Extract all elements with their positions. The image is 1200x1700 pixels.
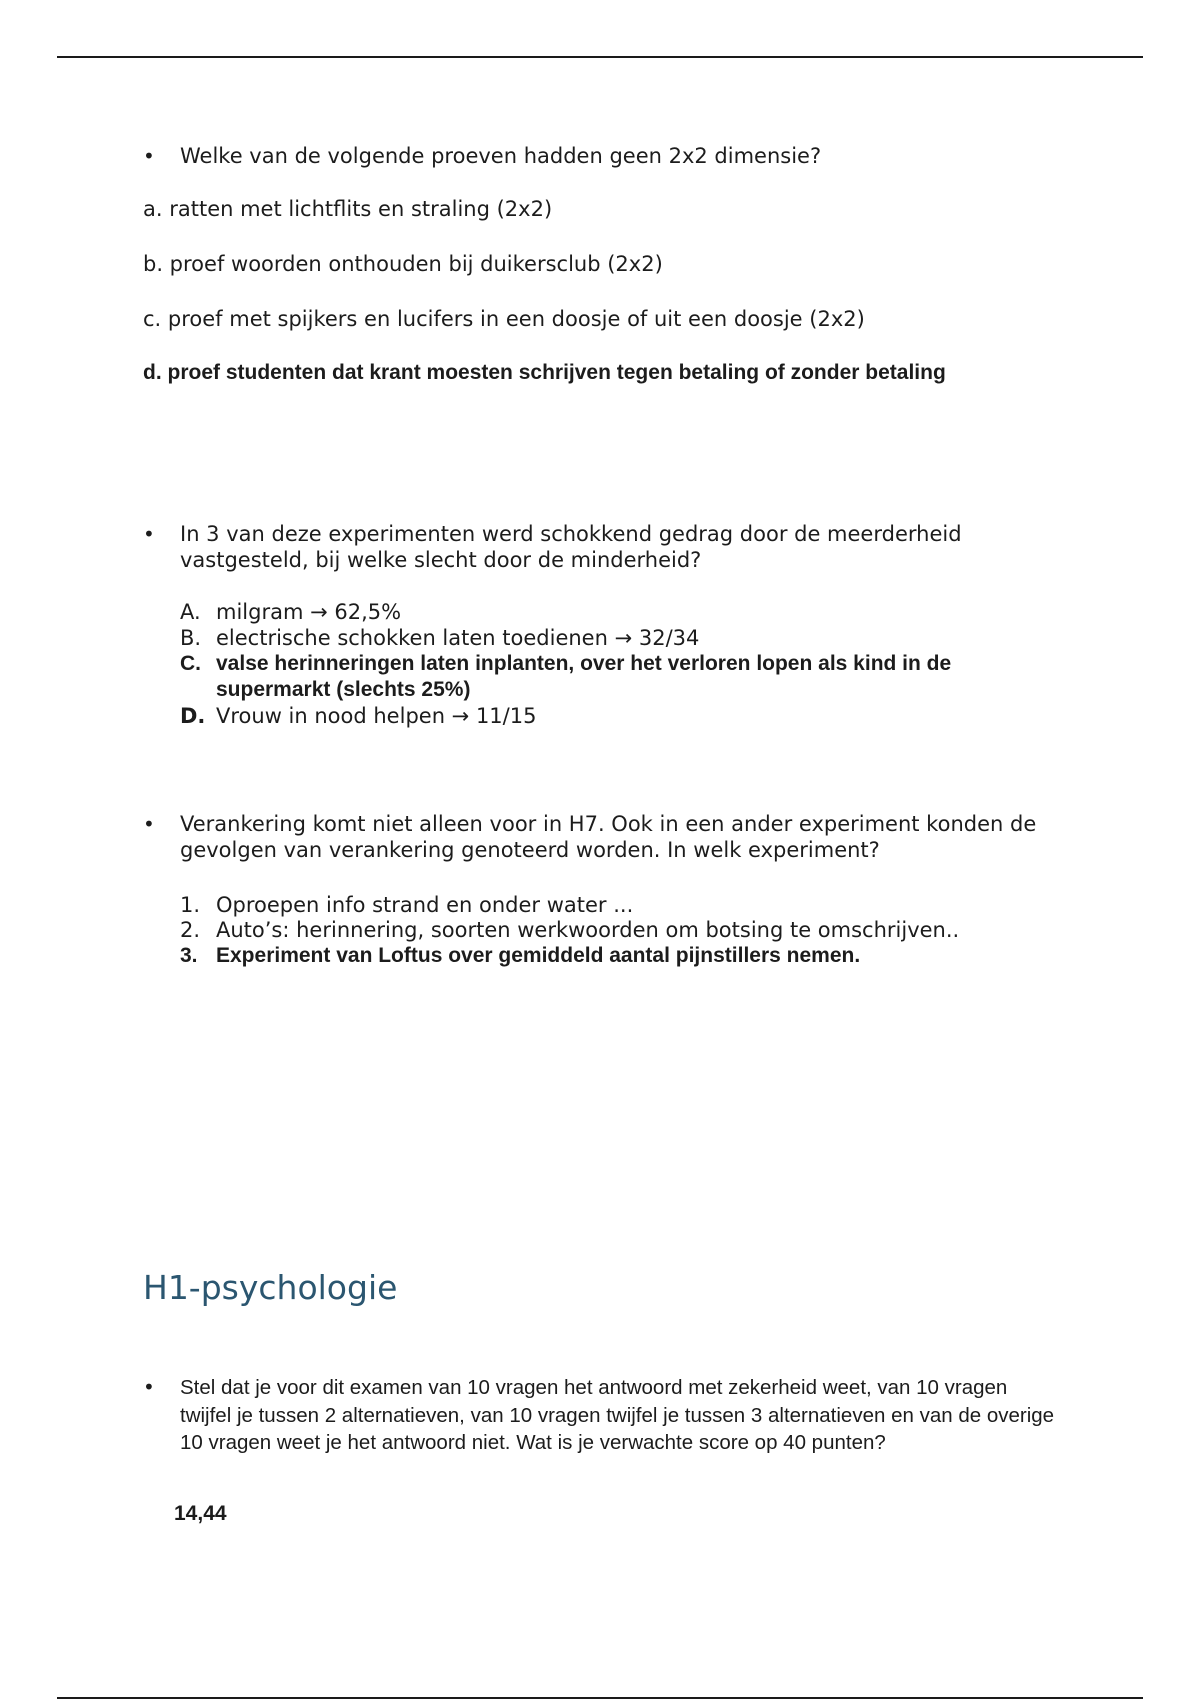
question-1-option-c: c. proef met spijkers en lucifers in een doosje of uit een doosje (2x2) bbox=[143, 307, 865, 331]
question-4 bbox=[143, 1374, 1063, 1457]
question-3-option-2 bbox=[180, 917, 1040, 943]
question-2 bbox=[143, 521, 1073, 573]
option-marker: 1. bbox=[180, 893, 201, 917]
option-text: electrische schokken laten toedienen → 32/34 bbox=[216, 626, 700, 650]
question-2-option-b bbox=[180, 625, 1040, 651]
question-2-option-d bbox=[180, 703, 1040, 729]
question-3-text: Verankering komt niet alleen voor in H7. Ook in een ander experiment konden de gevolgen van verankering genoteerd worden. In welk experiment? bbox=[180, 812, 1037, 862]
bullet-icon: • bbox=[143, 1375, 155, 1399]
question-2-text: In 3 van deze experimenten werd schokkend gedrag door de meerderheid vastgesteld, bij welke slecht door de minderheid? bbox=[180, 522, 962, 572]
question-1-option-d-answer: d. proef studenten dat krant moesten schrijven tegen betaling of zonder betaling bbox=[143, 361, 946, 384]
question-4-text: Stel dat je voor dit examen van 10 vragen het antwoord met zekerheid weet, van 10 vragen twijfel je tussen 2 alternatieven, van 10 vragen twijfel je tussen 3 alternatieven en van de overige 10 vragen weet je het antwoord niet. Wat is je verwachte score op 40 punten? bbox=[180, 1376, 1055, 1454]
option-text: valse herinneringen laten inplanten, over het verloren lopen als kind in de supermarkt (slechts 25%) bbox=[216, 652, 952, 701]
footer-rule bbox=[57, 1697, 1143, 1699]
option-text: Oproepen info strand en onder water ... bbox=[216, 893, 634, 917]
section-heading: H1-psychologie bbox=[143, 1268, 398, 1307]
option-text: Vrouw in nood helpen → 11/15 bbox=[216, 704, 537, 728]
question-2-option-c-answer bbox=[180, 651, 1040, 703]
option-marker: 2. bbox=[180, 918, 201, 942]
bullet-icon: • bbox=[143, 812, 155, 836]
bullet-icon: • bbox=[143, 522, 155, 546]
option-text: Auto’s: herinnering, soorten werkwoorden om botsing te omschrijven.. bbox=[216, 918, 960, 942]
option-marker: 3. bbox=[180, 944, 198, 967]
option-text: milgram → 62,5% bbox=[216, 600, 402, 624]
bullet-icon: • bbox=[143, 144, 155, 168]
question-1-text: Welke van de volgende proeven hadden geen 2x2 dimensie? bbox=[180, 144, 822, 168]
question-1 bbox=[143, 143, 1073, 169]
option-marker: A. bbox=[180, 600, 201, 624]
header-rule bbox=[57, 56, 1143, 58]
question-3-option-3-answer bbox=[180, 943, 1040, 969]
question-3-option-1 bbox=[180, 892, 1040, 918]
option-text: Experiment van Loftus over gemiddeld aantal pijnstillers nemen. bbox=[216, 944, 861, 967]
option-marker: C. bbox=[180, 652, 201, 675]
question-2-option-a bbox=[180, 599, 1040, 625]
question-4-answer: 14,44 bbox=[174, 1502, 227, 1525]
option-marker: D. bbox=[180, 704, 206, 728]
question-1-option-b: b. proef woorden onthouden bij duikersclub (2x2) bbox=[143, 252, 663, 276]
option-marker: B. bbox=[180, 626, 202, 650]
question-1-option-a: a. ratten met lichtflits en straling (2x2) bbox=[143, 197, 553, 221]
question-3 bbox=[143, 811, 1073, 863]
